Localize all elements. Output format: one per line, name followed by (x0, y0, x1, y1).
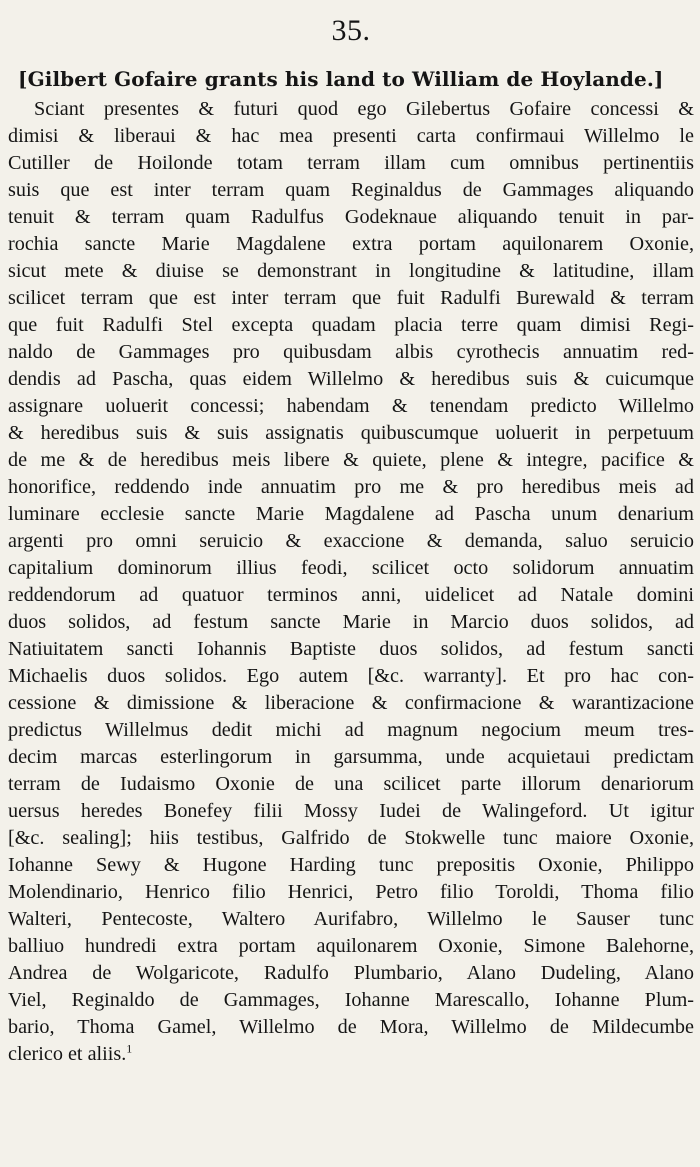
body-line: Molendinario, Henrico filio Henrici, Petro filio Toroldi, Thoma filio (8, 881, 694, 903)
body-line: assignare uoluerit concessi; habendam & tenendam predicto Willelmo (8, 395, 694, 417)
body-line: capitalium dominorum illius feodi, scilicet octo solidorum annuatim (8, 557, 694, 579)
body-line: Andrea de Wolgaricote, Radulfo Plumbario, Alano Dudeling, Alano (8, 962, 694, 984)
body-line: dendis ad Pascha, quas eidem Willelmo & heredibus suis & cuicumque (8, 368, 694, 390)
body-line: naldo de Gammages pro quibusdam albis cyrothecis annuatim red- (8, 341, 694, 363)
body-line: balliuo hundredi extra portam aquilonarem Oxonie, Simone Balehorne, (8, 935, 694, 957)
body-line: que fuit Radulfi Stel excepta quadam placia terre quam dimisi Regi- (8, 314, 694, 336)
body-line: reddendorum ad quatuor terminos anni, uidelicet ad Natale domini (8, 584, 694, 606)
body-line: predictus Willelmus dedit michi ad magnum negocium meum tres- (8, 719, 694, 741)
body-line: dimisi & liberaui & hac mea presenti carta confirmaui Willelmo le (8, 125, 694, 147)
body-line: Sciant presentes & futuri quod ego Gilebertus Gofaire concessi & (34, 98, 694, 120)
charter-heading: [Gilbert Gofaire grants his land to William de Hoylande.] (18, 67, 664, 91)
page-number: 35. (331, 14, 371, 47)
body-line: terram de Iudaismo Oxonie de una scilicet parte illorum denariorum (8, 773, 694, 795)
body-line: argenti pro omni seruicio & exaccione & demanda, saluo seruicio (8, 530, 694, 552)
charter-body (8, 96, 694, 1068)
body-line: Cutiller de Hoilonde totam terram illam cum omnibus pertinentiis (8, 152, 694, 174)
last-line-text: clerico et aliis. (8, 1043, 127, 1065)
body-line: decim marcas esterlingorum in garsumma, unde acquietaui predictam (8, 746, 694, 768)
body-line: sicut mete & diuise se demonstrant in longitudine & latitudine, illam (8, 260, 694, 282)
body-line: Walteri, Pentecoste, Waltero Aurifabro, Willelmo le Sauser tunc (8, 908, 694, 930)
body-line: scilicet terram que est inter terram que fuit Radulfi Burewald & terram (8, 287, 694, 309)
body-line: & heredibus suis & suis assignatis quibuscumque uoluerit in perpetuum (8, 422, 694, 444)
body-line: uersus heredes Bonefey filii Mossy Iudei de Walingeford. Ut igitur (8, 800, 694, 822)
body-line: rochia sancte Marie Magdalene extra portam aquilonarem Oxonie, (8, 233, 694, 255)
body-line: Michaelis duos solidos. Ego autem [&c. warranty]. Et pro hac con- (8, 665, 694, 687)
body-line: suis que est inter terram quam Reginaldus de Gammages aliquando (8, 179, 694, 201)
body-line: de me & de heredibus meis libere & quiete, plene & integre, pacifice & (8, 449, 694, 471)
body-line: Natiuitatem sancti Iohannis Baptiste duos solidos, ad festum sancti (8, 638, 694, 660)
body-line: bario, Thoma Gamel, Willelmo de Mora, Willelmo de Mildecumbe (8, 1016, 694, 1038)
body-line: honorifice, reddendo inde annuatim pro me & pro heredibus meis ad (8, 476, 694, 498)
body-line: [&c. sealing]; hiis testibus, Galfrido de Stokwelle tunc maiore Oxonie, (8, 827, 694, 849)
body-line: luminare ecclesie sancte Marie Magdalene ad Pascha unum denarium (8, 503, 694, 525)
body-line: tenuit & terram quam Radulfus Godeknaue aliquando tenuit in par- (8, 206, 694, 228)
body-line: cessione & dimissione & liberacione & confirmacione & warantizacione (8, 692, 694, 714)
body-line: duos solidos, ad festum sancte Marie in Marcio duos solidos, ad (8, 611, 694, 633)
body-line (8, 1041, 694, 1068)
body-line: Iohanne Sewy & Hugone Harding tunc prepositis Oxonie, Philippo (8, 854, 694, 876)
body-line: Viel, Reginaldo de Gammages, Iohanne Marescallo, Iohanne Plum- (8, 989, 694, 1011)
footnote-reference: 1 (126, 1041, 133, 1056)
